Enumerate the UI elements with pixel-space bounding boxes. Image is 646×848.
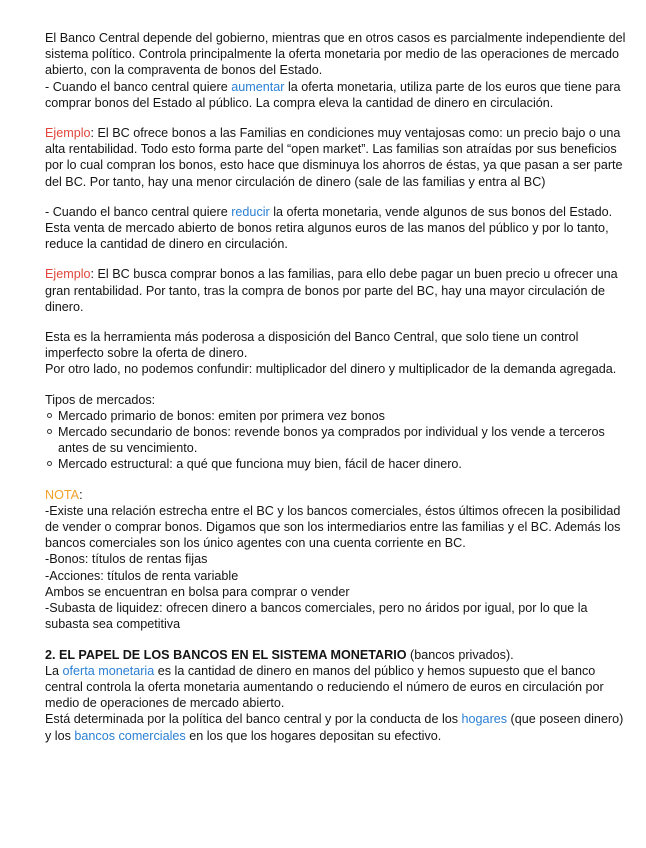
section-title-suffix: (bancos privados). bbox=[406, 647, 514, 662]
reducir-post: la oferta monetaria, vende algunos de sus bonos del Estado. Esta venta de mercado abierto de bonos retira algunos euros de las manos del público y por lo tanto, reduce la cantidad de dinero en circulación. bbox=[45, 204, 613, 252]
aumentar-highlight: aumentar bbox=[231, 79, 285, 94]
nota-block bbox=[45, 487, 631, 633]
document-page bbox=[45, 30, 631, 744]
nota-line: -Subasta de liquidez: ofrecen dinero a bancos comerciales, pero no áridos por igual, por lo que la subasta sea competitiva bbox=[45, 601, 588, 632]
hogares-highlight: hogares bbox=[461, 712, 508, 727]
nota-line: -Bonos: títulos de rentas fijas bbox=[45, 552, 208, 567]
nota-line: -Acciones: títulos de renta variable bbox=[45, 568, 239, 583]
list-item bbox=[45, 456, 631, 472]
list-item-text: Mercado estructural: a qué que funciona muy bien, fácil de hacer dinero. bbox=[58, 457, 462, 472]
tipos-list bbox=[45, 408, 631, 473]
section-heading bbox=[45, 647, 631, 663]
section-paragraph-1 bbox=[45, 663, 631, 712]
nota-colon: : bbox=[79, 487, 83, 502]
herramienta-text: Esta es la herramienta más poderosa a disposición del Banco Central, que solo tiene un control imperfecto sobre la oferta de dinero. bbox=[45, 330, 579, 361]
text-segment: Está determinada por la política del banco central y por la conducta de los bbox=[45, 712, 462, 727]
multiplicador-text: Por otro lado, no podemos confundir: multiplicador del dinero y multiplicador de la demanda agregada. bbox=[45, 362, 617, 377]
nota-line: Ambos se encuentran en bolsa para comprar o vender bbox=[45, 584, 350, 599]
list-item-text: Mercado primario de bonos: emiten por primera vez bonos bbox=[58, 408, 385, 423]
text-segment: en los que los hogares depositan su efectivo. bbox=[185, 728, 442, 743]
paragraph-herramienta bbox=[45, 329, 631, 378]
section-title: 2. EL PAPEL DE LOS BANCOS EN EL SISTEMA MONETARIO bbox=[45, 647, 407, 662]
intro-text: El Banco Central depende del gobierno, mientras que en otros casos es parcialmente independiente del sistema político. Controla principalmente la oferta monetaria por medio de las operaciones de mercado abierto, con la compraventa de bonos del Estado. bbox=[45, 31, 626, 78]
text-segment: (que poseen dinero) y los bbox=[45, 712, 624, 743]
section-paragraph-2 bbox=[45, 711, 631, 743]
circle-bullet-icon bbox=[47, 429, 52, 434]
paragraph-ejemplo-1 bbox=[45, 125, 631, 190]
paragraph-ejemplo-2 bbox=[45, 266, 631, 315]
reducir-pre: - Cuando el banco central quiere bbox=[45, 204, 232, 219]
ejemplo-text: : El BC busca comprar bonos a las familias, para ello debe pagar un buen precio u ofrecer una gran rentabilidad. Por tanto, tras la compra de bonos por parte del BC, hay una mayor circulación de dinero. bbox=[45, 267, 618, 314]
aumentar-pre: - Cuando el banco central quiere bbox=[45, 79, 232, 94]
tipos-mercados bbox=[45, 392, 631, 473]
list-item-text: Mercado secundario de bonos: revende bonos ya comprados por individual y los vende a terceros antes de su vencimiento. bbox=[58, 425, 605, 456]
circle-bullet-icon bbox=[47, 413, 52, 418]
section-2 bbox=[45, 647, 631, 744]
reducir-highlight: reducir bbox=[231, 204, 270, 219]
ejemplo-label: Ejemplo bbox=[45, 126, 91, 141]
text-segment: La bbox=[45, 663, 63, 678]
circle-bullet-icon bbox=[47, 461, 52, 466]
tipos-title: Tipos de mercados: bbox=[45, 392, 156, 407]
nota-heading bbox=[45, 487, 631, 503]
paragraph-intro bbox=[45, 30, 631, 111]
paragraph-reducir bbox=[45, 204, 631, 253]
ejemplo-label: Ejemplo bbox=[45, 267, 91, 282]
bancos-comerciales-highlight: bancos comerciales bbox=[74, 728, 186, 743]
oferta-monetaria-highlight: oferta monetaria bbox=[62, 663, 155, 678]
list-item bbox=[45, 424, 631, 456]
list-item bbox=[45, 408, 631, 424]
ejemplo-text: : El BC ofrece bonos a las Familias en condiciones muy ventajosas como: un precio bajo o una alta rentabilidad. Todo esto forma parte del “open market”. Las familias son atraídas por sus beneficios por lo cual compran los bonos, esto hace que disminuya los ahorros de éstas, ya que pasan a ser parte del BC. Por tanto, hay una menor circulación de dinero (sale de las familias y entra al BC) bbox=[45, 126, 623, 189]
aumentar-post: la oferta monetaria, utiliza parte de los euros que tiene para comprar bonos del Estado al público. La compra eleva la cantidad de dinero en circulación. bbox=[45, 79, 621, 110]
nota-line: -Existe una relación estrecha entre el BC y los bancos comerciales, éstos últimos ofrecen la posibilidad de vender o comprar bonos. Digamos que son los intermediarios entre las familias y el BC. Además los bancos comerciales son los único agentes con una cuenta corriente en BC. bbox=[45, 503, 621, 551]
nota-label: NOTA bbox=[45, 487, 80, 502]
text-segment: es la cantidad de dinero en manos del público y hemos supuesto que el banco central controla la oferta monetaria aumentando o reduciendo el número de euros en circulación por medio de operaciones de mercado abierto. bbox=[45, 663, 604, 711]
